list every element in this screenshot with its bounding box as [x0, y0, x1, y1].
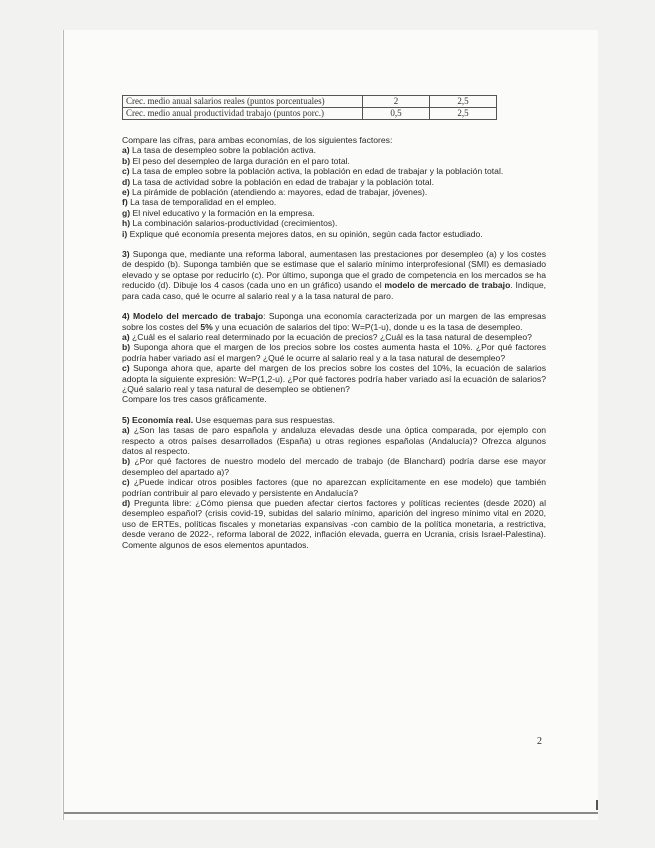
factor-text: Explique qué economía presenta mejores datos, en su opinión, según cada factor estudiado. — [129, 228, 483, 239]
factor-item — [122, 218, 546, 228]
factor-letter: d) — [122, 176, 131, 187]
question-emphasis: modelo de mercado de trabajo — [384, 280, 511, 291]
data-table — [122, 95, 497, 120]
page-left-edge — [63, 30, 64, 820]
question-4-closing: Compare los tres casos gráficamente. — [122, 394, 267, 405]
factor-text: La tasa de actividad sobre la población en edad de trabajar y la población total. — [132, 176, 434, 187]
factor-item — [122, 166, 546, 176]
document-body — [122, 135, 546, 550]
question-3 — [122, 249, 546, 301]
factor-text: La combinación salarios-productividad (crecimientos). — [132, 218, 338, 229]
factors-intro: Compare las cifras, para ambas economías, de los siguientes factores: — [122, 135, 393, 145]
question-text: Use esquemas para sus respuestas. — [193, 414, 336, 425]
question-text: : Suponga una economía caracterizada por un margen de las empresas sobre los costes del — [122, 311, 546, 332]
part-letter: b) — [122, 342, 131, 353]
question-5-part — [122, 498, 546, 550]
table-cell-label: Crec. medio anual salarios reales (puntos porcentuales) — [123, 96, 363, 108]
factor-item — [122, 197, 546, 207]
part-letter: b) — [122, 456, 131, 467]
factor-text: El nivel educativo y la formación en la empresa. — [132, 207, 315, 218]
question-5-part — [122, 425, 546, 456]
factor-letter: c) — [122, 166, 130, 177]
question-text: ¿Por qué factores de nuestro modelo del mercado de trabajo (de Blanchard) podría darse ese mayor desempleo del apartado a)? — [122, 456, 546, 477]
table-row — [123, 96, 497, 108]
factor-letter: e) — [122, 187, 130, 198]
question-text: ¿Cuál es el salario real determinado por la ecuación de precios? ¿Cuál es la tasa natural de desempleo? — [132, 331, 532, 342]
question-4-part — [122, 363, 546, 394]
factor-letter: g) — [122, 207, 131, 218]
page-bottom-edge — [64, 812, 598, 814]
factor-item — [122, 156, 546, 166]
question-text: Suponga ahora que, aparte del margen de los precios sobre los costes del 10%, la ecuación de salarios adopta la siguiente expresión: W=P(1,2-u). ¿Por qué factores podría haber variado así la ecuación de salarios? ¿Qué salario real y tasa natural de desempleo se obtienen? — [122, 363, 547, 394]
question-text: . Indique, para cada caso, qué le ocurre al salario real y a la tasa natural de paro. — [122, 280, 547, 301]
question-text: Suponga que, mediante una reforma laboral, aumentasen las prestaciones por desempleo (a) y los costes de despido (b). Suponga también que se estimase que el salario mínimo interprofesional (SMI) es demasiado elevado y se optase por reducirlo (c). Por último, suponga que el grado de competencia en los mercados se ha reducido (d). Dibuje los 4 casos (cada uno en un gráfico) usando el — [122, 249, 546, 291]
factor-letter: h) — [122, 218, 131, 229]
factor-text: La tasa de desempleo sobre la población activa. — [132, 145, 316, 156]
scan-mark — [596, 800, 598, 810]
page-number: 2 — [537, 736, 542, 747]
factor-letter: a) — [122, 145, 130, 156]
table-cell-value: 0,5 — [363, 108, 430, 120]
table-cell-value: 2,5 — [430, 96, 497, 108]
question-text: ¿Son las tasas de paro española y andaluza elevadas desde una óptica comparada, por ejemplo con respecto a otros países desarrollados (España) u otras regiones españolas (Andalucía)? Ofrezca algunos datos al respecto. — [122, 425, 546, 456]
part-letter: d) — [122, 498, 131, 508]
factor-text: El peso del desempleo de larga duración en el paro total. — [132, 155, 350, 166]
factor-item — [122, 208, 546, 218]
table-cell-value: 2 — [363, 96, 430, 108]
factor-item — [122, 187, 546, 197]
question-4-intro — [122, 311, 546, 332]
question-title: 4) Modelo del mercado de trabajo — [122, 311, 264, 322]
question-title: 5) Economía real. — [122, 414, 194, 425]
part-letter: c) — [122, 363, 130, 374]
question-text: y una ecuación de salarios del tipo: W=P(1-u), donde u es la tasa de desempleo. — [212, 321, 523, 332]
question-number: 3) — [122, 249, 130, 260]
question-4-part — [122, 342, 546, 363]
factor-text: La tasa de empleo sobre la población activa, la población en edad de trabajar y la población total. — [132, 166, 504, 177]
question-emphasis: 5% — [200, 321, 213, 332]
part-letter: a) — [122, 331, 130, 342]
table-row — [123, 108, 497, 120]
question-5-part — [122, 477, 546, 498]
factor-letter: f) — [122, 197, 128, 208]
factor-letter: i) — [122, 228, 128, 239]
factor-text: La pirámide de población (atendiendo a: mayores, edad de trabajar, jóvenes). — [132, 187, 428, 198]
factor-text: La tasa de temporalidad en el empleo. — [130, 197, 277, 208]
table-cell-value: 2,5 — [430, 108, 497, 120]
factor-item — [122, 145, 546, 155]
part-letter: a) — [122, 425, 130, 436]
factor-item — [122, 177, 546, 187]
factor-letter: b) — [122, 155, 131, 166]
question-text: ¿Puede indicar otros posibles factores (que no aparezcan explícitamente en ese modelo) que también podrían contribuir al paro elevado y persistente en Andalucía? — [122, 477, 546, 498]
question-4-part — [122, 332, 546, 342]
table-cell-label: Crec. medio anual productividad trabajo (puntos porc.) — [123, 108, 363, 120]
question-text: Suponga ahora que el margen de los precios sobre los costes aumenta hasta el 10%. ¿Por qué factores podría haber variado así el margen? ¿Qué le ocurre al salario real y a la tasa natural de desempleo? — [122, 342, 547, 363]
factor-item — [122, 229, 546, 239]
question-5-intro — [122, 415, 546, 425]
part-letter: c) — [122, 477, 130, 488]
question-5-part — [122, 456, 546, 477]
question-text: Pregunta libre: ¿Cómo piensa que pueden afectar ciertos factores y políticas recientes (desde 2020) al desempleo español? (crisis covid-19, subidas del salario mínimo, aparición del ingreso mínimo vital en 2020, uso de ERTEs, políticas fiscales y monetarias expansivas -con cambio de la política monetaria, a restrictiva, desde verano de 2022-, reforma laboral de 2022, inflación elevada, guerra en Ucrania, crisis Israel-Palestina). Comente algunos de esos elementos apuntados. — [122, 498, 547, 550]
